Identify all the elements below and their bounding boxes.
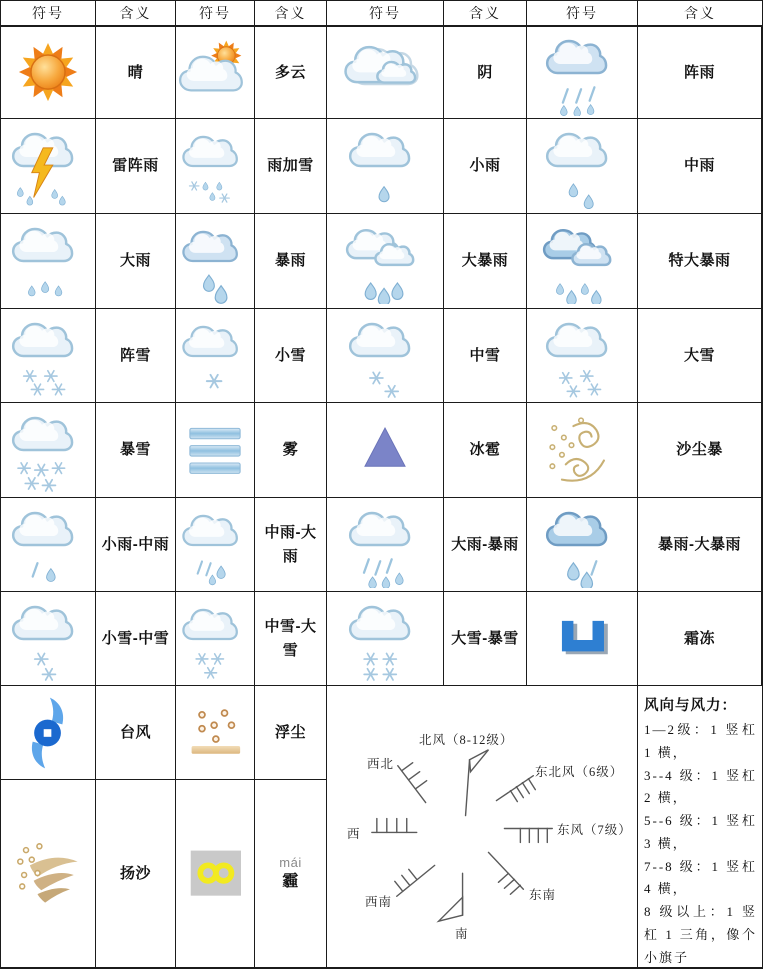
wind-legend-line: 1—2级：1 竖杠 1 横， xyxy=(644,722,757,760)
meaning-label: 阵雨 xyxy=(638,27,762,119)
meaning-label: 暴雪 xyxy=(96,403,176,498)
snow-4-icon xyxy=(527,309,638,403)
hail-icon xyxy=(327,403,444,498)
meaning-label: 雷阵雨 xyxy=(96,119,176,214)
rain-2-3-icon xyxy=(176,498,255,592)
rain-2-icon xyxy=(527,119,638,214)
wind-label-south: 南 xyxy=(455,927,469,941)
meaning-label: 扬沙 xyxy=(96,780,176,968)
wind-legend-title: 风向与风力： xyxy=(644,698,737,714)
wind-label-southwest: 西南 xyxy=(365,895,393,909)
meaning-label: 小雨-中雨 xyxy=(96,498,176,592)
meaning-label xyxy=(255,780,327,968)
wind-legend-line: 3--4 级：1 竖杠 2 横， xyxy=(644,767,757,806)
meaning-label: 中雨 xyxy=(638,119,762,214)
column-header: 符号 xyxy=(176,1,255,27)
meaning-label: 小雪 xyxy=(255,309,327,403)
snow-3-4-icon xyxy=(327,592,444,686)
column-header: 含义 xyxy=(638,1,762,27)
snow-2-3-icon xyxy=(176,592,255,686)
meaning-label: 阵雪 xyxy=(96,309,176,403)
floating-dust-icon xyxy=(176,686,255,780)
dark-clouds-rain-4-icon xyxy=(527,214,638,309)
meaning-label: 冰雹 xyxy=(444,403,527,498)
snow-1-2-icon xyxy=(1,592,96,686)
column-header: 含义 xyxy=(255,1,327,27)
shower-rain-icon xyxy=(527,27,638,119)
wind-legend-line: 7--8 级：1 竖杠 4 横， xyxy=(644,858,757,897)
blowing-sand-icon xyxy=(1,780,96,968)
snow-1-icon xyxy=(176,309,255,403)
meaning-label: 大雨 xyxy=(96,214,176,309)
fog-icon xyxy=(176,403,255,498)
typhoon-icon xyxy=(1,686,96,780)
meaning-label: 小雪-中雪 xyxy=(96,592,176,686)
meaning-label: 大雪-暴雪 xyxy=(444,592,527,686)
wind-label-west: 西 xyxy=(347,827,361,841)
thunder-rain-icon xyxy=(1,119,96,214)
dark-rain-icon xyxy=(527,498,638,592)
rain-3-4-icon xyxy=(327,498,444,592)
clouds-rain-3-icon xyxy=(327,214,444,309)
column-header: 符号 xyxy=(1,1,96,27)
meaning-label: 晴 xyxy=(96,27,176,119)
wind-legend-line: 8 级以上：1 竖杠 1 三角，像个小旗子 xyxy=(644,904,757,965)
meaning-label: 特大暴雨 xyxy=(638,214,762,309)
meaning-label: 中雪 xyxy=(444,309,527,403)
meaning-label: 多云 xyxy=(255,27,327,119)
wind-label-northwest: 西北 xyxy=(367,757,395,771)
snow-shower-icon xyxy=(1,309,96,403)
meaning-label: 中雪-大雪 xyxy=(255,592,327,686)
meaning-label: 大雨-暴雨 xyxy=(444,498,527,592)
meaning-label: 雨加雪 xyxy=(255,119,327,214)
meaning-label: 大雪 xyxy=(638,309,762,403)
meaning-text: 霾 xyxy=(282,872,299,890)
rain-snow-mix-icon xyxy=(176,119,255,214)
meaning-label: 霜冻 xyxy=(638,592,762,686)
southeast-barb-icon xyxy=(488,852,523,889)
clouds-icon xyxy=(327,27,444,119)
rain-1-icon xyxy=(327,119,444,214)
wind-label-southeast: 东南 xyxy=(529,888,557,902)
meaning-label: 中雨-大雨 xyxy=(255,498,327,592)
frost-icon xyxy=(527,592,638,686)
column-header: 符号 xyxy=(327,1,444,27)
wind-legend-cell xyxy=(638,686,762,968)
wind-direction-diagram xyxy=(327,686,637,967)
wind-diagram-cell xyxy=(327,686,638,968)
sun-icon xyxy=(1,27,96,119)
wind-label-east: 东风（7级） xyxy=(557,823,632,837)
rain-3-icon xyxy=(1,214,96,309)
meaning-label: 小雨 xyxy=(444,119,527,214)
meaning-label: 阴 xyxy=(444,27,527,119)
sun-cloud-icon xyxy=(176,27,255,119)
storm-rain-icon xyxy=(176,214,255,309)
wind-legend-line: 5--6 级：1 竖杠 3 横， xyxy=(644,813,757,851)
rain-1-2-icon xyxy=(1,498,96,592)
meaning-label: 大暴雨 xyxy=(444,214,527,309)
meaning-label: 浮尘 xyxy=(255,686,327,780)
column-header: 符号 xyxy=(527,1,638,27)
haze-icon xyxy=(176,780,255,968)
meaning-label: 台风 xyxy=(96,686,176,780)
column-header: 含义 xyxy=(444,1,527,27)
blizzard-icon xyxy=(1,403,96,498)
wind-label-north: 北风（8-12级） xyxy=(419,733,514,747)
sandstorm-icon xyxy=(527,403,638,498)
north-flag-barb-icon xyxy=(470,750,489,772)
pinyin-label: mái xyxy=(279,854,302,870)
meaning-label: 雾 xyxy=(255,403,327,498)
snow-2-icon xyxy=(327,309,444,403)
wind-label-northeast: 东北风（6级） xyxy=(535,765,624,779)
meaning-label: 暴雨-大暴雨 xyxy=(638,498,762,592)
meaning-label: 沙尘暴 xyxy=(638,403,762,498)
column-header: 含义 xyxy=(96,1,176,27)
meaning-label: 暴雨 xyxy=(255,214,327,309)
